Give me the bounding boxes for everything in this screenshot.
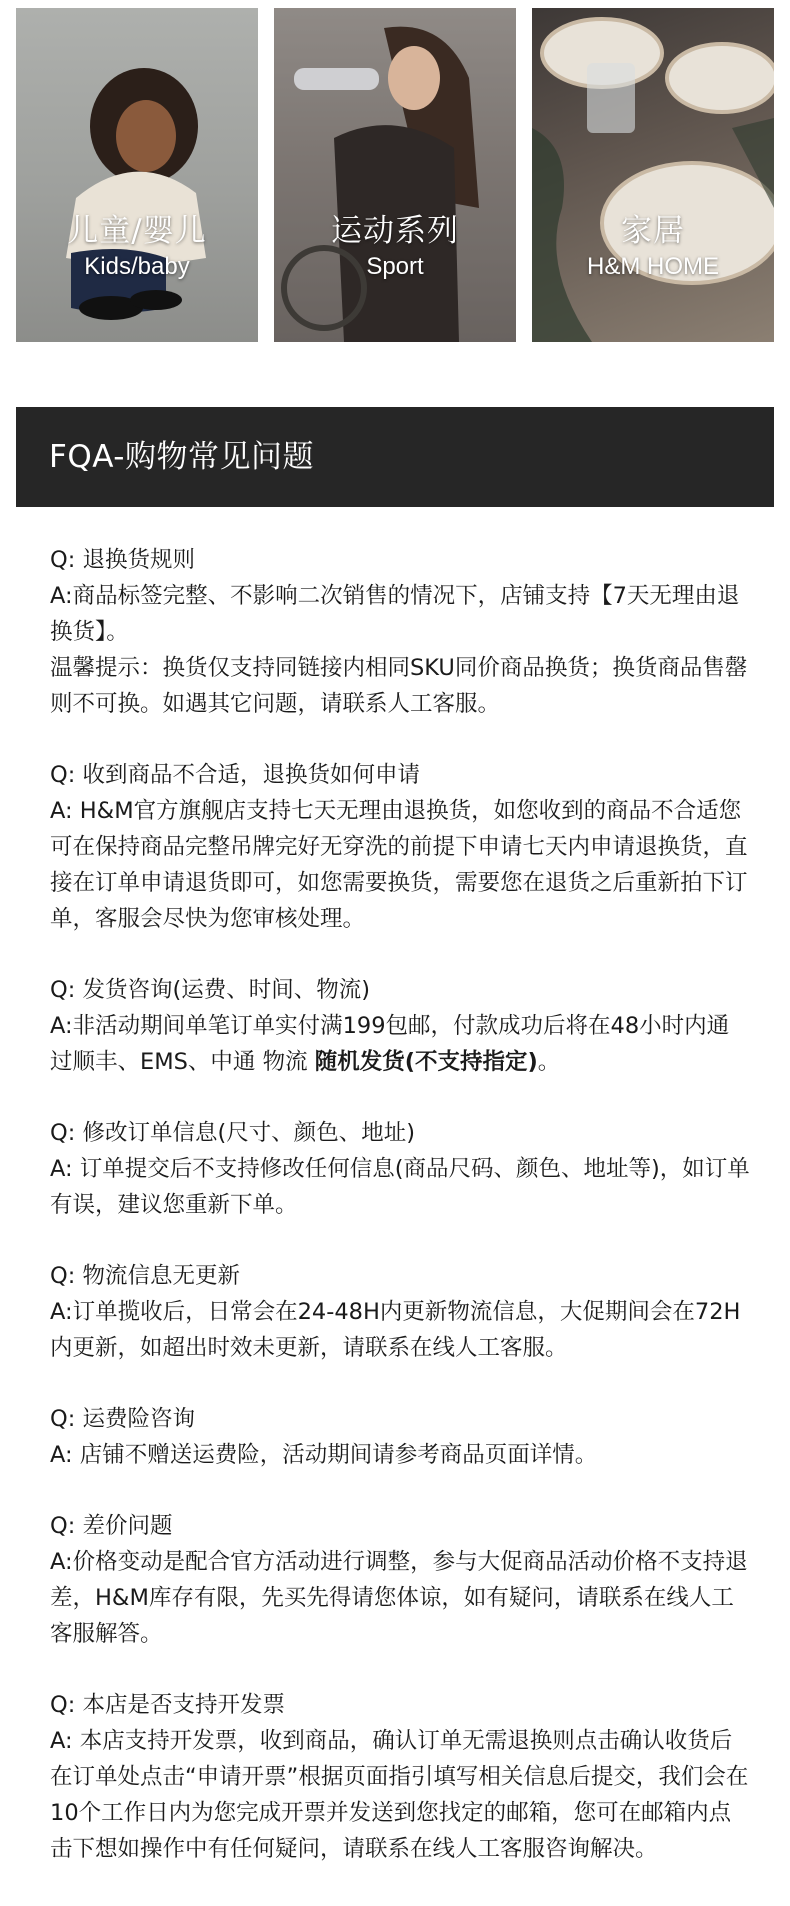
home-photo [532,8,774,342]
faq-item [50,542,750,722]
faq-answer: A: 店铺不赠送运费险，活动期间请参考商品页面详情。 [50,1442,598,1468]
faq-answer-end: 。 [537,1049,561,1075]
faq-item [50,757,750,937]
category-zh-label: 家居 [621,213,685,249]
category-label [274,211,516,283]
faq-item [50,972,750,1080]
faq-item [50,1258,750,1366]
faq-answer: A: H&M官方旗舰店支持七天无理由退换货，如您收到的商品不合适您可在保持商品完整吊牌完好无穿洗的前提下申请七天内申请退换货，直接在订单申请退货即可，如您需要换货，需要您在退货之后重新拍下订单，客服会尽快为您审核处理。 [50,798,748,932]
faq-answer-emphasis: 随机发货(不支持指定) [314,1049,538,1075]
category-tiles [16,8,774,342]
kids-photo [16,8,258,342]
category-tile-kids[interactable] [16,8,258,342]
faq-question: Q: 发货咨询(运费、时间、物流) [50,977,370,1003]
faq-item [50,1115,750,1223]
faq-answer: A:商品标签完整、不影响二次销售的情况下，店铺支持【7天无理由退换货】。 [50,583,740,645]
faq-list [50,542,750,1902]
faq-answer: A:订单揽收后，日常会在24-48H内更新物流信息，大促期间会在72H内更新，如超出时效未更新，请联系在线人工客服。 [50,1299,741,1361]
faq-question: Q: 修改订单信息(尺寸、颜色、地址) [50,1120,415,1146]
category-tile-sport[interactable] [274,8,516,342]
faq-title: FQA-购物常见问题 [49,439,314,475]
faq-item [50,1508,750,1652]
faq-header [16,407,774,507]
faq-question: Q: 本店是否支持开发票 [50,1692,285,1718]
category-label [532,211,774,283]
faq-answer: A: 本店支持开发票，收到商品，确认订单无需退换则点击确认收货后在订单处点击“申请开票”根据页面指引填写相关信息后提交，我们会在10个工作日内为您完成开票并发送到您找定的邮箱，您可在邮箱内点击下想如操作中有任何疑问，请联系在线人工客服咨询解决。 [50,1728,749,1862]
faq-item [50,1687,750,1867]
category-zh-label: 儿童/婴儿 [67,213,207,249]
faq-answer [50,1008,750,1080]
category-en-label: Sport [366,253,424,280]
faq-item [50,1401,750,1473]
faq-question: Q: 物流信息无更新 [50,1263,240,1289]
category-label [16,211,258,283]
category-en-label: Kids/baby [84,253,190,280]
faq-question: Q: 运费险咨询 [50,1406,195,1432]
faq-question: Q: 收到商品不合适，退换货如何申请 [50,762,420,788]
faq-question: Q: 退换货规则 [50,547,195,573]
category-zh-label: 运动系列 [331,213,459,249]
faq-question: Q: 差价问题 [50,1513,173,1539]
faq-answer-text: A:非活动期间单笔订单实付满199包邮，付款成功后将在48小时内通过顺丰、EMS、中通 物流 [50,1013,730,1075]
faq-answer: A:价格变动是配合官方活动进行调整，参与大促商品活动价格不支持退差，H&M库存有限，先买先得请您体谅，如有疑问，请联系在线人工客服解答。 [50,1549,748,1647]
faq-note: 温馨提示：换货仅支持同链接内相同SKU同价商品换货；换货商品售罄则不可换。如遇其它问题，请联系人工客服。 [50,655,748,717]
faq-answer: A: 订单提交后不支持修改任何信息(商品尺码、颜色、地址等)，如订单有误，建议您重新下单。 [50,1156,750,1218]
sport-photo [274,8,516,342]
category-en-label: H&M HOME [587,253,719,280]
category-tile-home[interactable] [532,8,774,342]
